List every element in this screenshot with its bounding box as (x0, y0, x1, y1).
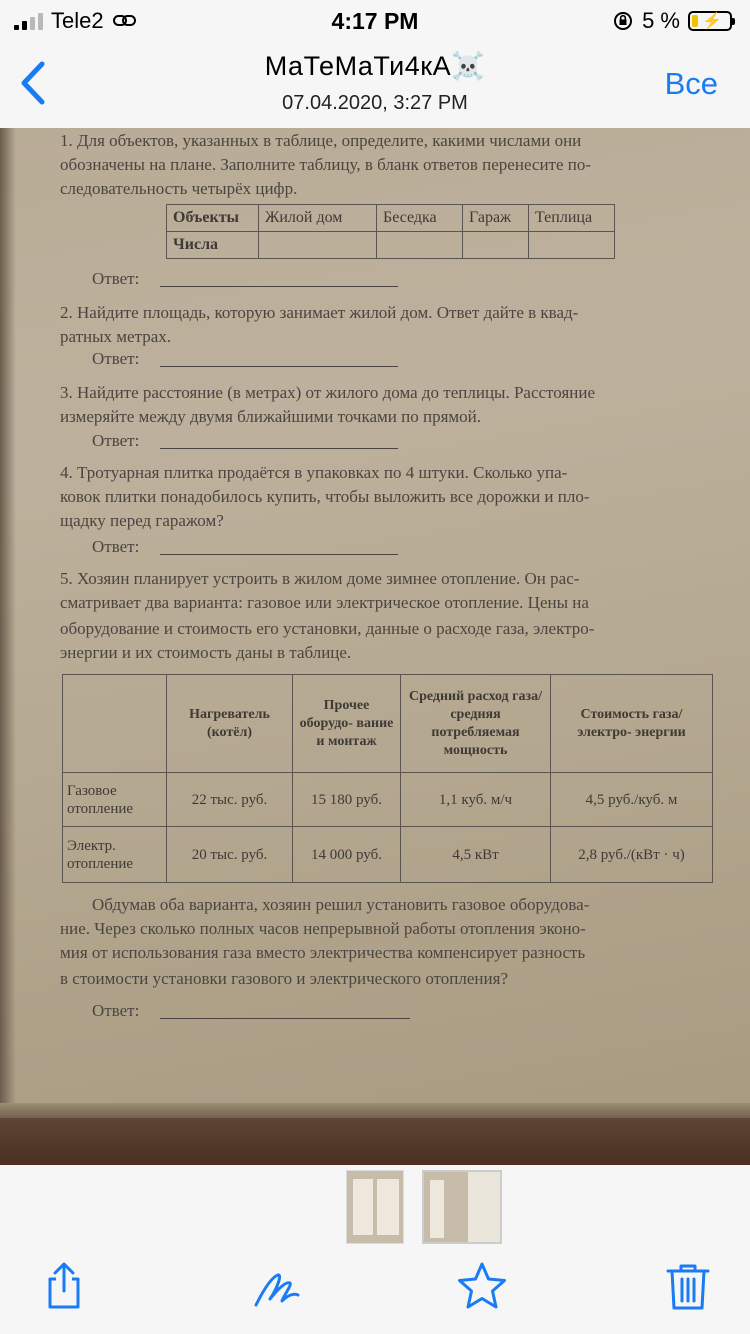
battery-percent: 5 % (642, 8, 680, 33)
status-time: 4:17 PM (331, 8, 419, 34)
table2-cell: 1,1 куб. м/ч (401, 773, 551, 827)
markup-icon[interactable] (248, 1259, 304, 1315)
answer-label-5: Ответ: (92, 1001, 140, 1020)
textbook-page (0, 128, 750, 1108)
task2-line1: 2. Найдите площадь, которую занимает жилой дом. Ответ дайте в квад- (60, 303, 579, 322)
task3-line1: 3. Найдите расстояние (в метрах) от жилого дома до теплицы. Расстояние (60, 383, 596, 402)
table2-cell: 14 000 руб. (293, 827, 401, 883)
task5-line3: оборудование и стоимость его установки, данные о расходе газа, электро- (60, 619, 595, 638)
carrier-name: Tele2 (51, 8, 104, 33)
table2-cell: 22 тыс. руб. (167, 773, 293, 827)
table2-header-consumption: Средний расход газа/средняя потребляемая мощность (401, 675, 551, 773)
bottom-toolbar (0, 1165, 750, 1334)
table1-cell (529, 232, 615, 259)
orientation-lock-icon (612, 10, 634, 32)
table1-header-greenhouse: Теплица (529, 205, 615, 232)
answer-line-5 (160, 1018, 410, 1019)
star-icon[interactable] (454, 1259, 510, 1315)
answer-line-4 (160, 554, 398, 555)
table2-row-electric-label: Электр. отопление (63, 827, 167, 883)
thumbnail-2-selected[interactable] (422, 1170, 502, 1244)
task4-line2: ковок плитки понадобилось купить, чтобы выложить все дорожки и пло- (60, 487, 590, 506)
table2-header-equipment: Прочее оборудо- вание и монтаж (293, 675, 401, 773)
table1-header-gazebo: Беседка (377, 205, 463, 232)
table1-header-house: Жилой дом (259, 205, 377, 232)
photo-viewer[interactable] (0, 128, 750, 1165)
task2-line2: ратных метрах. (60, 327, 172, 346)
table2-corner (63, 675, 167, 773)
task5-line2: сматривает два варианта: газовое или электрическое отопление. Цены на (60, 593, 589, 612)
table2-header-heater: Нагреватель (котёл) (167, 675, 293, 773)
task4-line1: 4. Тротуарная плитка продаётся в упаковках по 4 штуки. Сколько упа- (60, 463, 568, 482)
all-media-button[interactable]: Все (664, 66, 718, 101)
photo-timestamp: 07.04.2020, 3:27 PM (282, 92, 468, 114)
answer-line-2 (160, 366, 398, 367)
task5-question-line3: мия от использования газа вместо электричества компенсирует разность (60, 943, 586, 962)
table1-header-objects: Объекты (167, 205, 259, 232)
table-surface (0, 1118, 750, 1165)
task1-line3: следовательность четырёх цифр. (60, 179, 298, 198)
chat-title: МаТеМаТи4кА☠️ (264, 51, 486, 81)
heating-table (62, 674, 713, 883)
objects-table (166, 204, 615, 259)
task5-line1: 5. Хозяин планирует устроить в жилом доме зимнее отопление. Он рас- (60, 569, 580, 588)
share-icon[interactable] (36, 1259, 92, 1315)
trash-icon[interactable] (660, 1259, 716, 1315)
answer-label-4: Ответ: (92, 537, 140, 556)
table1-row-numbers: Числа (167, 232, 259, 259)
table2-row-gas-label: Газовое отопление (63, 773, 167, 827)
answer-label-1: Ответ: (92, 269, 140, 288)
navigation-bar (0, 40, 750, 128)
table2-cell: 15 180 руб. (293, 773, 401, 827)
battery-icon: ⚡ (688, 11, 732, 31)
task5-question-line4: в стоимости установки газового и электрического отопления? (60, 969, 508, 988)
thumbnail-1[interactable] (346, 1170, 404, 1244)
table1-header-garage: Гараж (463, 205, 529, 232)
status-bar (0, 0, 750, 40)
answer-line-1 (160, 286, 398, 287)
task1-line2: обозначены на плане. Заполните таблицу, в бланк ответов перенесите по- (60, 155, 592, 174)
table2-header-cost: Стоимость газа/электро- энергии (551, 675, 713, 773)
table2-cell: 2,8 руб./(кВт · ч) (551, 827, 713, 883)
table2-cell: 4,5 кВт (401, 827, 551, 883)
answer-label-2: Ответ: (92, 349, 140, 368)
task3-line2: измеряйте между двумя ближайшими точками по прямой. (60, 407, 481, 426)
answer-line-3 (160, 448, 398, 449)
task1-line1: 1. Для объектов, указанных в таблице, определите, какими числами они (60, 131, 582, 150)
status-right (612, 8, 732, 34)
answer-label-3: Ответ: (92, 431, 140, 450)
task4-line3: щадку перед гаражом? (60, 511, 224, 530)
task5-question-line1: Обдумав оба варианта, хозяин решил установить газовое оборудова- (92, 895, 590, 914)
table1-cell (463, 232, 529, 259)
table2-cell: 20 тыс. руб. (167, 827, 293, 883)
task5-question-line2: ние. Через сколько полных часов непрерывной работы отопления эконо- (60, 919, 586, 938)
table1-cell (377, 232, 463, 259)
table2-cell: 4,5 руб./куб. м (551, 773, 713, 827)
task5-line4: энергии и их стоимость даны в таблице. (60, 643, 352, 662)
table1-cell (259, 232, 377, 259)
